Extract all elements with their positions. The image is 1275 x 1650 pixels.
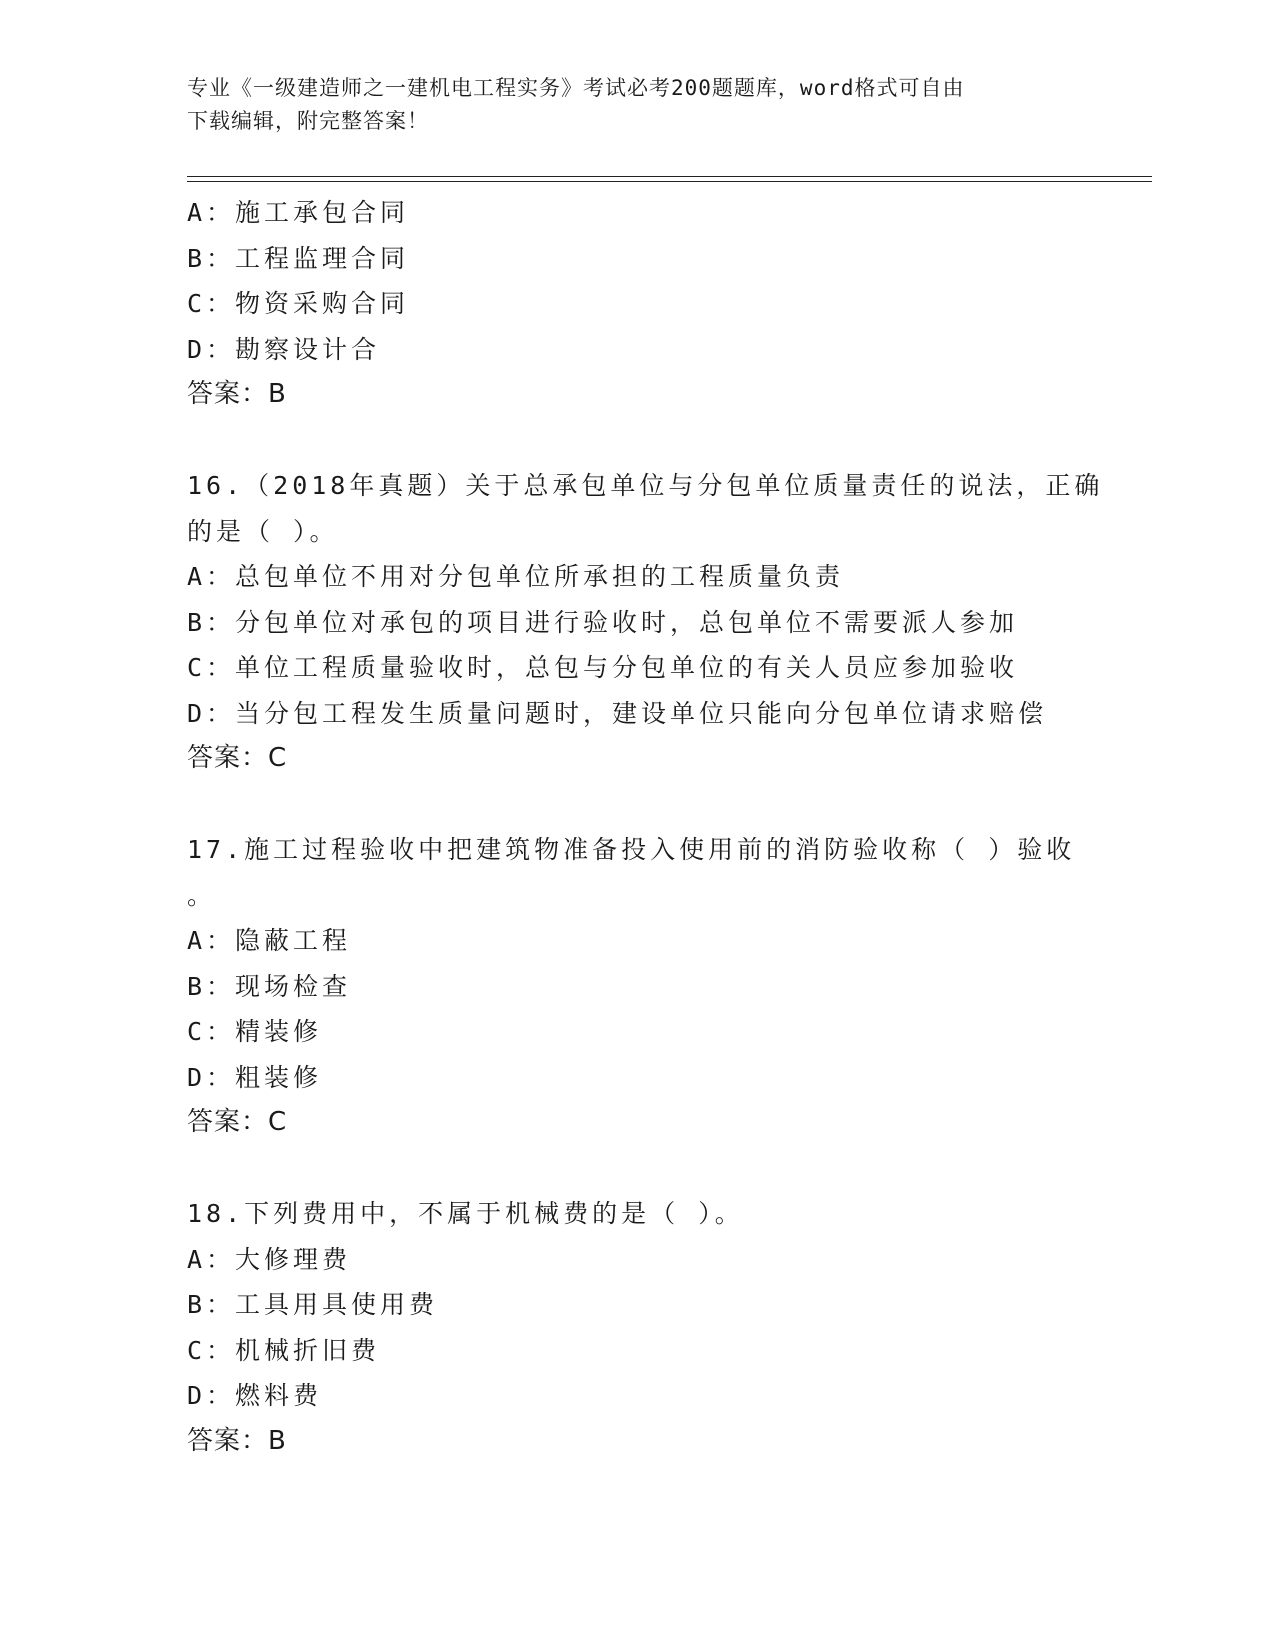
spacer [187, 1146, 1107, 1192]
question-text-line-1: 16.（2018年真题）关于总承包单位与分包单位质量责任的说法，正确 [187, 471, 1104, 500]
header-divider-top [187, 176, 1152, 177]
option-b: B：工程监理合同 [187, 243, 410, 273]
option-a: A：隐蔽工程 [187, 926, 352, 955]
question-16 [187, 463, 1107, 782]
header-line-1: 专业《一级建造师之一建机电工程实务》考试必考200题题库，word格式可自由 [187, 76, 965, 100]
option-c: C：机械折旧费 [187, 1335, 381, 1365]
question-text-line-2: 。 [187, 880, 217, 910]
option-d: D：燃料费 [187, 1381, 323, 1410]
spacer [187, 418, 1107, 464]
answer: 答案：C [187, 1107, 288, 1137]
answer: 答案：C [187, 743, 288, 773]
header-line-2: 下载编辑，附完整答案！ [187, 109, 429, 133]
option-c: C：物资采购合同 [187, 289, 410, 318]
question-text-line-1: 18.下列费用中，不属于机械费的是（ ）。 [187, 1199, 744, 1228]
option-b: B：现场检查 [187, 971, 352, 1001]
answer: 答案：B [187, 379, 287, 409]
option-d: D：勘察设计合 [187, 334, 381, 364]
spacer [187, 782, 1107, 828]
option-b: B：工具用具使用费 [187, 1290, 439, 1319]
option-a: A：施工承包合同 [187, 198, 410, 227]
document-header [187, 72, 1087, 138]
option-d: D：粗装修 [187, 1062, 323, 1092]
question-list [187, 190, 1107, 1464]
question-15 [187, 190, 1107, 418]
option-b: B：分包单位对承包的项目进行验收时，总包单位不需要派人参加 [187, 607, 1019, 637]
question-text-line-1: 17.施工过程验收中把建筑物准备投入使用前的消防验收称（ ）验收 [187, 835, 1076, 864]
option-d: D：当分包工程发生质量问题时，建设单位只能向分包单位请求赔偿 [187, 698, 1048, 728]
option-c: C：精装修 [187, 1017, 323, 1046]
option-a: A：大修理费 [187, 1244, 352, 1274]
option-c: C：单位工程质量验收时，总包与分包单位的有关人员应参加验收 [187, 653, 1019, 682]
answer: 答案：B [187, 1425, 287, 1456]
option-a: A：总包单位不用对分包单位所承担的工程质量负责 [187, 562, 845, 591]
question-17 [187, 827, 1107, 1146]
question-18 [187, 1191, 1107, 1464]
header-divider-bottom [187, 181, 1152, 182]
question-text-line-2: 的是（ ）。 [187, 516, 339, 546]
